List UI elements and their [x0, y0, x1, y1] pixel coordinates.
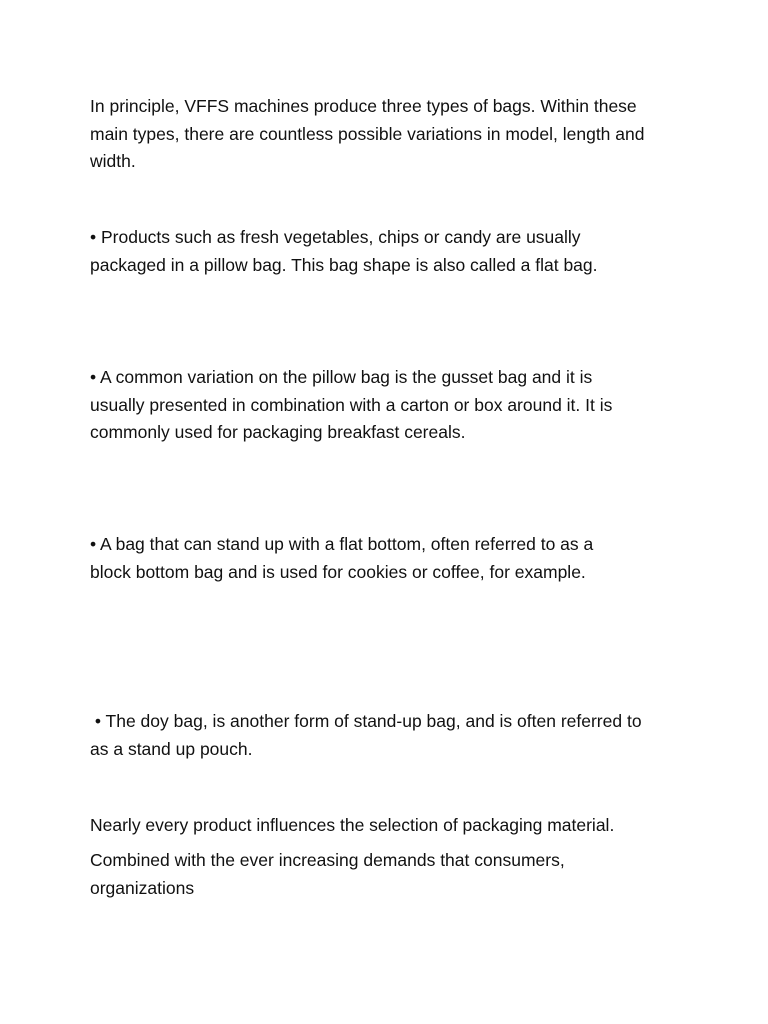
bullet-gusset-bag	[90, 364, 690, 447]
text-line: width.	[90, 151, 136, 171]
text-line: • Products such as fresh vegetables, chips or candy are usually	[90, 227, 581, 247]
text-line: main types, there are countless possible variations in model, length and	[90, 123, 645, 144]
text-line: • A common variation on the pillow bag is the gusset bag and it is	[90, 367, 593, 387]
text-line: commonly used for packaging breakfast cereals.	[90, 422, 466, 442]
paragraph-intro	[90, 93, 690, 176]
text-line: Combined with the ever increasing demands that consumers,	[90, 850, 565, 870]
text-line: Nearly every product influences the selection of packaging material.	[90, 815, 615, 835]
text-line: usually presented in combination with a carton or box around it. It is	[90, 394, 613, 415]
bullet-pillow-bag	[90, 224, 690, 279]
text-line: • The doy bag, is another form of stand-up bag, and is often referred to	[90, 711, 642, 731]
bullet-doy-bag	[90, 708, 690, 763]
text-line: packaged in a pillow bag. This bag shape is also called a flat bag.	[90, 254, 598, 275]
paragraph-demands	[90, 847, 690, 902]
text-line: In principle, VFFS machines produce three types of bags. Within these	[90, 96, 637, 116]
text-line: organizations	[90, 877, 195, 898]
text-line: • A bag that can stand up with a flat bottom, often referred to as a	[90, 534, 594, 554]
paragraph-material-selection	[90, 812, 690, 840]
bullet-block-bottom-bag	[90, 531, 690, 586]
text-line: as a stand up pouch.	[90, 738, 253, 759]
text-line: block bottom bag and is used for cookies or coffee, for example.	[90, 561, 586, 582]
